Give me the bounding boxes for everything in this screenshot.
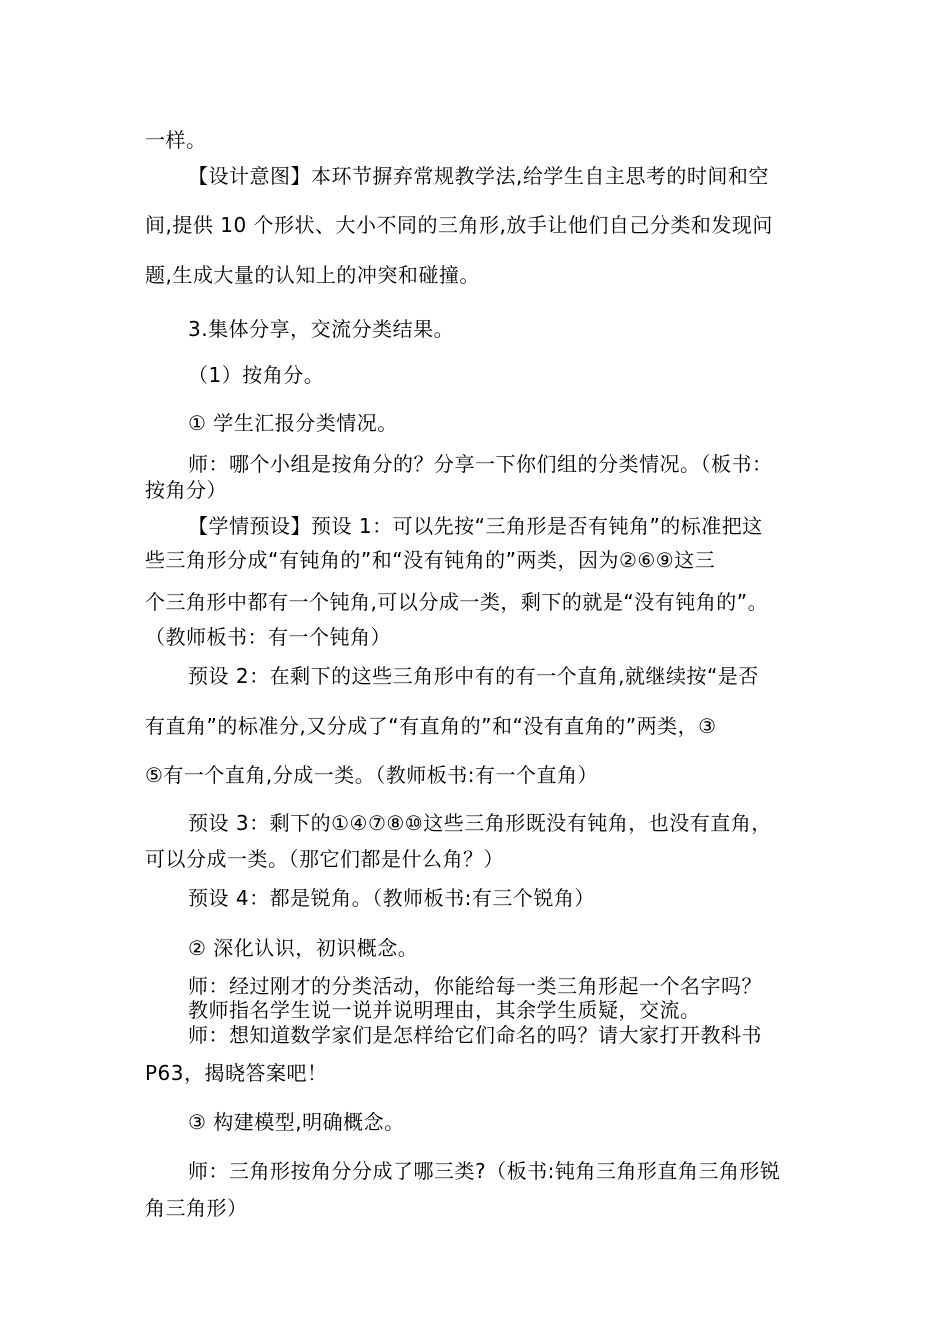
text-line: 师：想知道数学家们是怎样给它们命名的吗？请大家打开教科书: [188, 1023, 762, 1047]
text-line: 可以分成一类。（那它们都是什么角？）: [145, 847, 504, 871]
text-line: 师：经过刚才的分类活动，你能给每一类三角形起一个名字吗？: [188, 974, 762, 998]
text-line: ③ 构建模型,明确概念。: [188, 1110, 405, 1134]
text-line: 角三角形）: [145, 1196, 248, 1220]
text-line: 教师指名学生说一说并说明理由，其余学生质疑，交流。: [188, 998, 701, 1022]
text-line: 按角分）: [145, 478, 227, 502]
text-line: 间,提供 10 个形状、大小不同的三角形,放手让他们自己分类和发现问: [145, 213, 773, 237]
text-line: 题,生成大量的认知上的冲突和碰撞。: [145, 263, 480, 287]
text-line: （教师板书：有一个钝角）: [145, 625, 391, 649]
text-line: 一样。: [145, 128, 207, 152]
text-line: ⑤有一个直角,分成一类。（教师板书:有一个直角）: [145, 763, 599, 787]
text-line: 【学情预设】预设 1：可以先按“三角形是否有钝角”的标准把这: [188, 514, 763, 538]
text-line: 【设计意图】本环节摒弃常规教学法,给学生自主思考的时间和空: [188, 164, 769, 188]
text-line: P63，揭晓答案吧！: [145, 1061, 328, 1085]
text-line: ① 学生汇报分类情况。: [188, 411, 398, 435]
text-line: 预设 2：在剩下的这些三角形中有的有一个直角,就继续按“是否: [188, 664, 759, 688]
text-line: ② 深化认识，初识概念。: [188, 936, 419, 960]
text-line: 预设 3：剩下的①④⑦⑧⑩这些三角形既没有钝角，也没有直角，: [188, 811, 772, 835]
text-line: 预设 4：都是锐角。（教师板书:有三个锐角）: [188, 886, 595, 910]
text-line: 个三角形中都有一个钝角,可以分成一类，剩下的就是“没有钝角的”。: [145, 590, 769, 614]
text-line: 师：三角形按角分分成了哪三类?（板书:钝角三角形直角三角形锐: [188, 1159, 781, 1183]
text-line: （1）按角分。: [188, 363, 325, 387]
text-line: 有直角”的标准分,又分成了“有直角的”和“没有直角的”两类，③: [145, 714, 717, 738]
text-line: 3.集体分享，交流分类结果。: [188, 317, 455, 341]
text-line: 些三角形分成“有钝角的”和“没有钝角的”两类，因为②⑥⑨这三: [145, 548, 716, 572]
text-line: 师：哪个小组是按角分的？分享一下你们组的分类情况。（板书：: [188, 452, 773, 476]
